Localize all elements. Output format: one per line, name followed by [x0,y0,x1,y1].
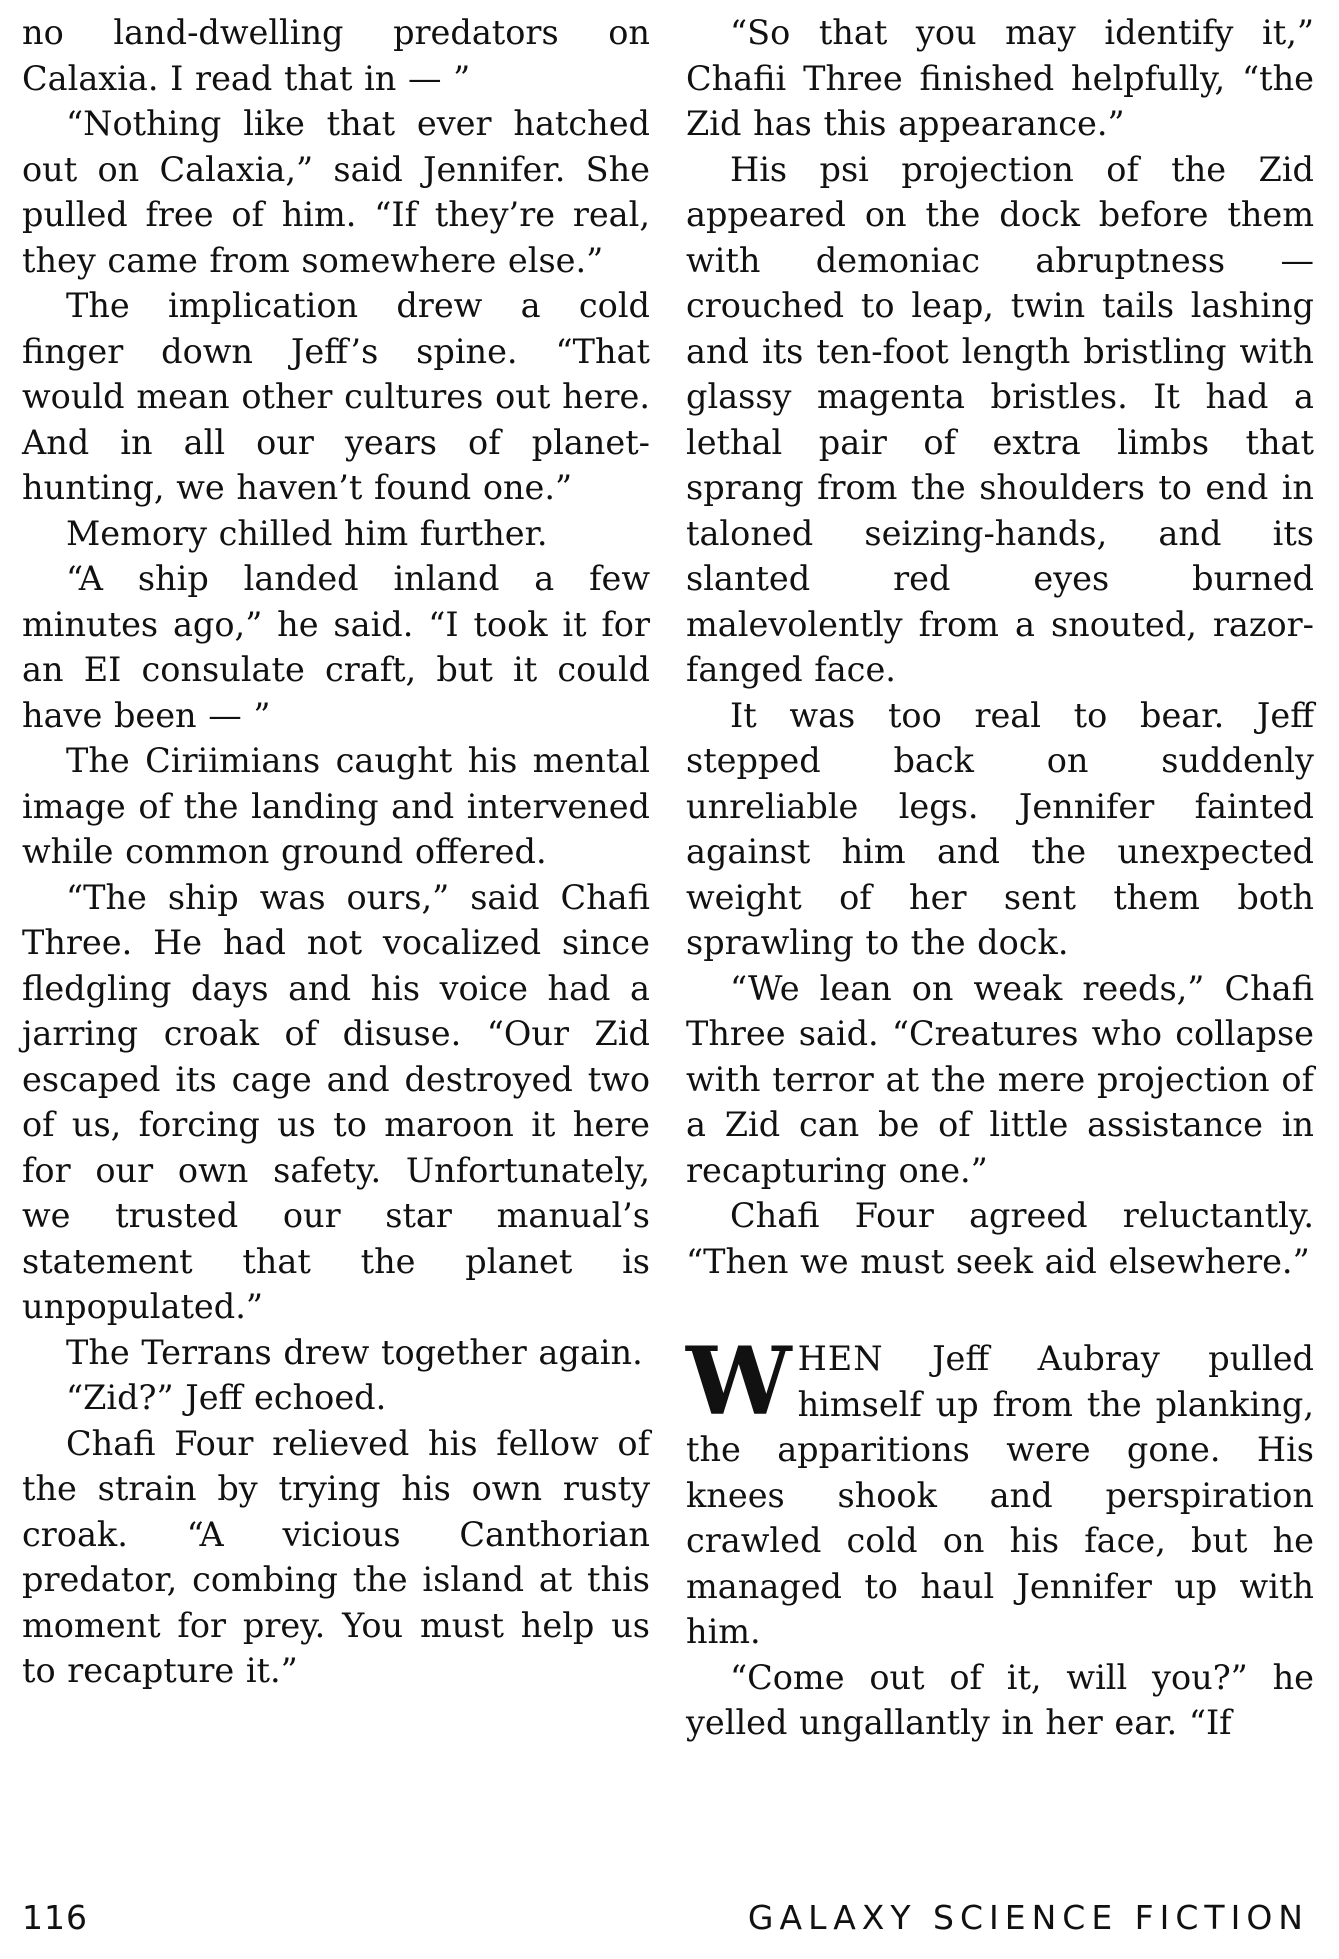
paragraph: Memory chilled him further. [66,513,548,553]
paragraph: “So that you may identify it,” Chafii Three finished helpfully, “the Zid has this appearance.” [686,13,1314,143]
paragraph: The Ciriimians caught his mental image of the landing and intervened while common ground offered. [22,741,650,871]
page-number: 116 [22,1898,88,1937]
paragraph: “Come out of it, will you?” he yelled ungallantly in her ear. “If [686,1657,1314,1742]
section-opening-text: Jeff Aubray pulled himself up from the planking, the apparitions were gone. His knees shook and perspiration crawled cold on his face, but he managed to haul Jennifer up with him. [686,1339,1314,1651]
paragraph: no land-dwelling predators on Calaxia. I read that in — ” [22,13,650,98]
paragraph: Chafi Four agreed reluctantly. “Then we must seek aid elsewhere.” [686,1196,1314,1281]
right-text-column [686,10,1314,1746]
paragraph: “The ship was ours,” said Chafi Three. He had not vocalized since fledgling days and his voice had a jarring croak of disuse. “Our Zid escaped its cage and destroyed two of us, forcing us to maroon it here for our own safety. Unfortunately, we trusted our star manual’s statement that the planet is unpopulated.” [22,877,650,1326]
magazine-title: GALAXY SCIENCE FICTION [747,1898,1309,1937]
paragraph: “Nothing like that ever hatched out on Calaxia,” said Jennifer. She pulled free of him. “If they’re real, they came from somewhere else.” [22,104,650,280]
paragraph: “Zid?” Jeff echoed. [66,1378,387,1417]
paragraph: The implication drew a cold finger down Jeff’s spine. “That would mean other cultures out here. And in all our years of planet-hunting, we haven’t found one.” [22,286,650,507]
left-text-column [22,10,650,1694]
paragraph: “We lean on weak reeds,” Chafi Three said. “Creatures who collapse with terror at the mere projection of a Zid can be of little assistance in recapturing one.” [686,968,1314,1190]
paragraph: It was too real to bear. Jeff stepped back on suddenly unreliable legs. Jennifer fainted against him and the unexpected weight of her sent them both sprawling to the dock. [686,695,1314,962]
paragraph: “A ship landed inland a few minutes ago,” he said. “I took it for an EI consulate craft, but it could have been — ” [22,559,650,735]
paragraph: His psi projection of the Zid appeared on the dock before them with demoniac abruptness — crouched to leap, twin tails lashing and its ten-foot length bristling with glassy magenta bristles. It had a lethal pair of extra limbs that sprang from the shoulders to end in taloned seizing-hands, and its slanted red eyes burned malevolently from a snouted, razor-fanged face. [686,149,1314,689]
lead-in-caps: HEN [797,1339,884,1378]
section-opening-paragraph [686,1327,1314,1655]
paragraph: The Terrans drew together again. [66,1332,643,1372]
drop-cap: W [686,1327,792,1437]
paragraph: Chafi Four relieved his fellow of the strain by trying his own rusty croak. “A vicious Canthorian predator, combing the island at this moment for prey. You must help us to recapture it.” [22,1423,650,1690]
